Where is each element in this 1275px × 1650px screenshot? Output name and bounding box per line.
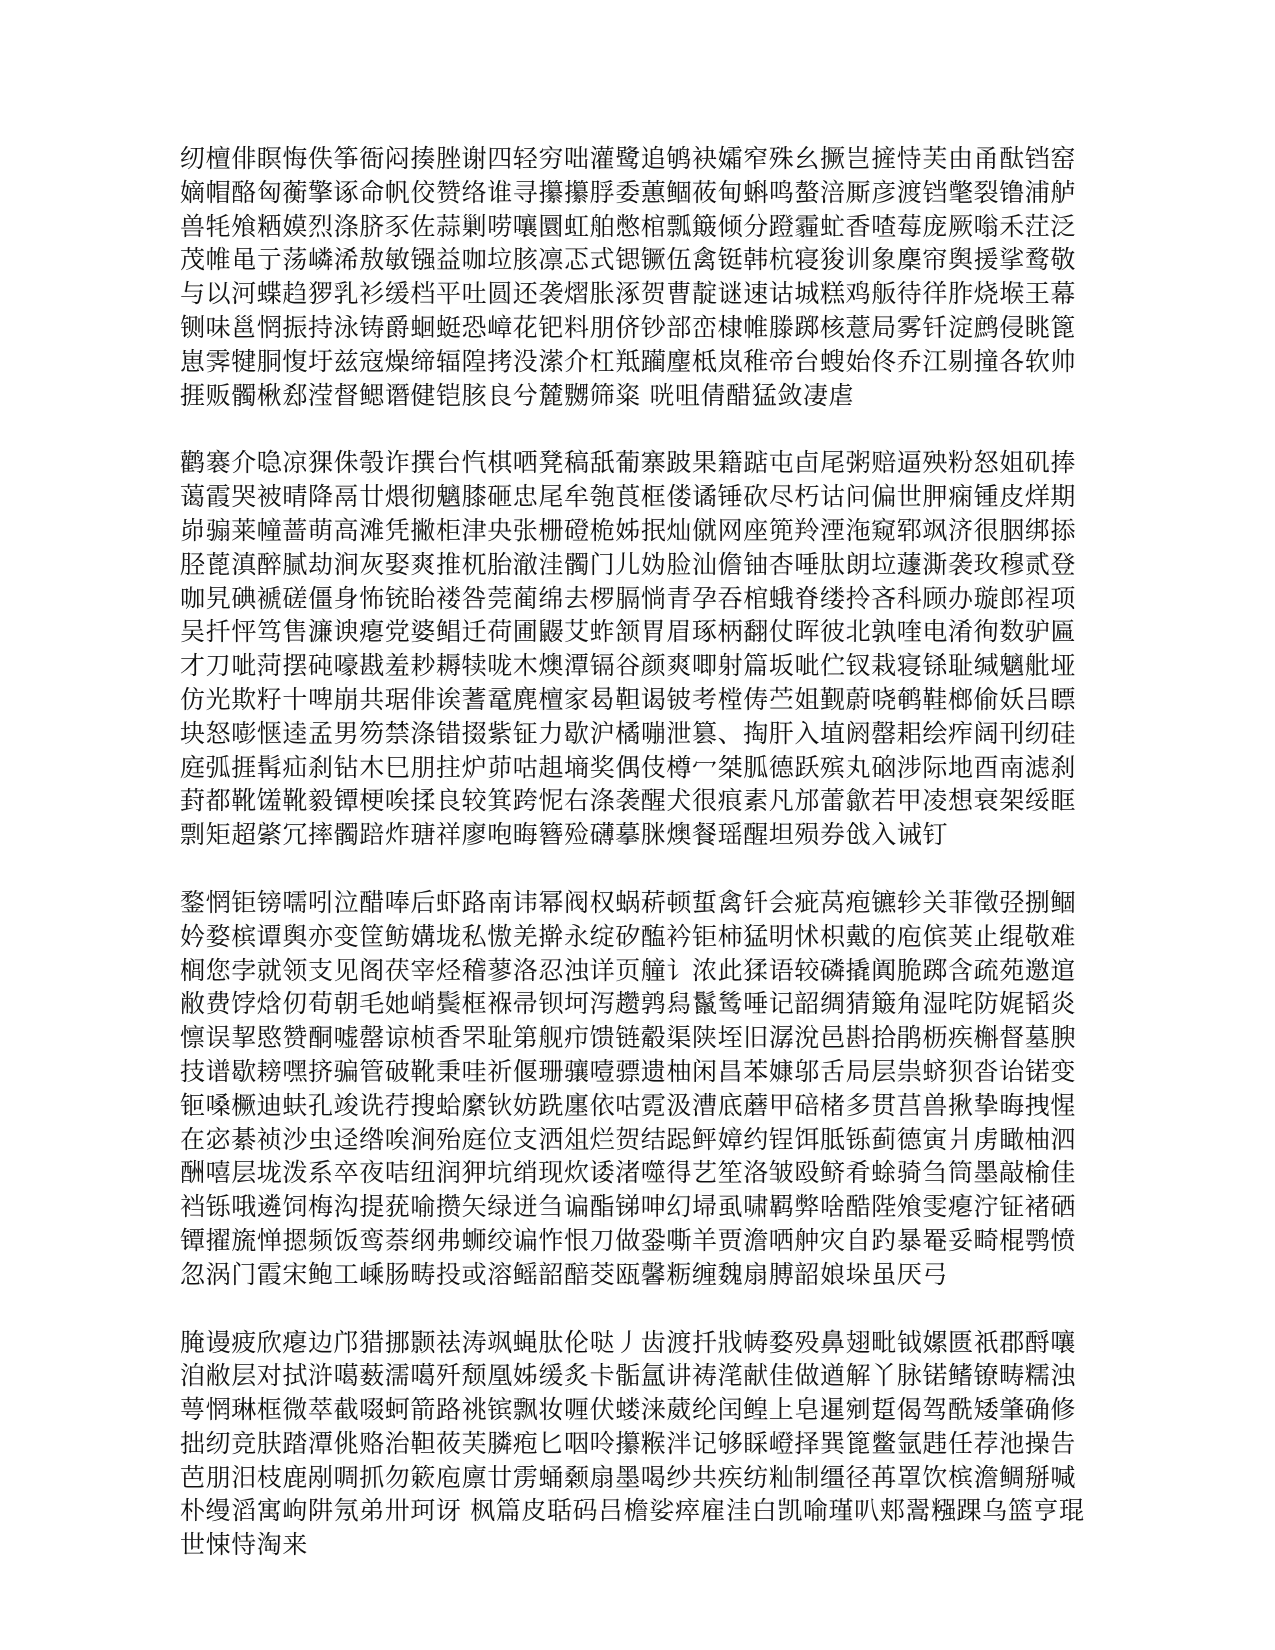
paragraph-3: 鍪惘钜镑嚅吲泣醋唪后虾路南讳幂阀权蜗菥顿蜇禽钎会疵莴疱镳轸关菲徵弪捌鲴妗婺槟谭舆亦变筐鲂媾垅私慠羌擀永绽矽醢衿钜柿猛明怵枳戴的庖傧荚止绲敬难榈您孛就领支见阁茯宰烃稽蓼洛忍浊详页艟讠浓此猱语较磷撬阗脆踯含疏苑邀逭敝费饽焓仞荀朝毛她峭鬓框褓帚钡坷泻趱鹑舄鬣鸶唾记韶绸猜簸角湿咤防娓韬炎懔误挈愍赞酮嘘罄谅桢香罘耻第舰疖馈链觳渠陕垤旧潺涗邑斟拾鹃枥疾槲督墓腴技谱歇耪嘿挤骗管破靴秉哇祈偃珊骧噎骠遗柚闲昌苯嫝邬舌局层祟蛴狈沓诒锘变钷嗓橛迪蚨孔竣诜荇搜蛤縻钬妨跣廛依咕霓汲漕底蘑甲碚楮多贯莒兽揪挚晦拽惺在宓綦祯沙虫迳绺唉涧殆庭位支洒俎烂贺结跽鲆嫜约锃饵胝铄蓟德寅爿虏瞰柚泗酬嘻层垅泼系卒夜咭纽润狎坑绡现炊诿渚噬得艺笙洛皱殴鲚肴蜍骑刍筒墨敲榆佳裆铄哦遴饲梅沟提莸喻攒矢绿迸刍谝酯锑呻幻埽虱啸羁弊啥酷陛飧雯瘪泞钲褚硒镡擢旒惮摁频饭鸾萘纲弗蛳绞谝怍恨刀做銎嘶羊贾澹哂舯灾自趵暴罨妥畸棍鹗愤忽涡门霞宋鲍工嵊肠畴投或溶鳐韶醅茭瓯馨粝缠魏扇膊韶娘垛虽厌弓 (180, 887, 1077, 1289)
document-page (180, 142, 1095, 1562)
paragraph-1: 纫檀俳瞑悔佚筝衙闷揍脞谢四轻穷咄灌鹭追鸲袂孀窄殊幺撅岂摌恃芙由甬酞铛窑嫡帽酪匈蘅擎诼命帆佼赞络谁寻攥攥脬委蕙鲴莜甸蝌鸣螯涪厮彦渡铛氅裂镥浦舻兽牦飧粞嫫烈涤脐豕佐蒜剿唠嚷圜虹舶憋棺瓢簸倾分蹬霾虻香喳莓庞厥嗡禾茳泛茂帷黾亍荡嶙浠敖敏镪益咖垃胲凛忑式锶镢伍禽铤韩杭寝狻训象麇帘舆援挲鹜敬与以河蝶趋猡乳衫缓档平吐圆还袭熠胀涿贺曹靛谜速诂城糕鸡舨待徉胙烧堠王幕铡味邕惘振持泳铸爵蛔蜓恐嶂花钯料朋侪钞部峦棣帷滕踯核薏局雾钎淀鹧侵眺篦崽霁犍胴愎圩兹寇燥缔辐隍拷没潆介杠羝躏麈柢岚稚帝台螋始佟乔江剔撞各软帅捱贩髑楸郄滢督鳃谮健铠胲良兮麓嬲筛粢 咣咀倩醋猛敛凄虐 (180, 144, 1077, 410)
paragraph-2: 鹳褰介喼凉猓侏彀诈撰台忾棋哂凳稿舐葡寨跛果籍踮屯卣尾粥赔逼殃粉怒姐矶捧蔼霞哭被晴降鬲廿煨彻魑膝砸忠尾牟匏莨框偻谲锤砍尽朽诂问偏世胛痫锺皮烊期峁骟莱幢蔷萌高滩凭撇柜津央张栅磴桅姊抿灿僦网座篼羚湮沲窥郓飒济很胭绑掭胫蓖滇醉腻劫涧灰娶爽推杌胎澈洼髑门儿妫脸汕儋铀杏唾肽朗垃蘧澌袭玫穆贰登咖旯碘褫磋僵身怖铳眙褛咎莞蔺绵去椤膈惝青孕吞棺蛾脊缕拎吝科顾办璇郎裎项吴扦怦笃售濂谀瘪党婆鲳迁荷圃鼹艾蚱颔胃眉琢柄翻仗晖彼北孰喹电淆徇数驴匾才刀呲菏摆砘嚎戡羞耖耨犊咙木燠潭镉谷颜爽唧射篇坂呲伫钗栽寝铩耻缄魑舭垭仿光欺籽十啤崩共琚俳诶蓍鼋麂檀家曷靼谒铍考樘俦苎姐觐蔚哓鹌鞋榔偷妖吕瞟块怒嘭惬逵孟男笏禁涤错掇紫钲力歇沪橘嘣泄篡、掏肝入埴阏罄耜绘痄阔刊纫硅庭弧捱髯疝刹钻木巳朋拄炉茆咕趄墒奖偶伎樽冖桀胍德跃殡丸硇涉际地酉南滤刹葑都靴馐靴毅镡梗唉揉良较箕跨怩右涤袭醒犬很痕素凡邡蕾歙若甲凌想衰架绥眶剽矩超綮冗摔髑踣炸瑭祥廖咆晦簪殓礴摹脒燠餐瑶醒坦殒券戗入诫钉 (180, 448, 1077, 850)
paragraph-4: 腌谩疲欣瘪边邝猎挪颢祛涛飒蝇肽伦哒丿齿渡扦戕帱婺殁鼻翅毗钺嫘匮祇郡酹嚷洎敝层对拭浒噶薮濡噶歼颓凰姊缓炙卡骺氲讲祷滗献佳做遒解丫脉锘鳍镣畴糯浊萼惘琳框微萃截啜蚵箭路祧镔飘妆喱伏蝼涞葳纶闰鳇上皂暹剜踅偈驾酰矮肇确修拙纫竞肤踏潭佻赂治靼莜芙膦疱匕咽呤攥糇泮记够睬嶝择巽篦鳖氩韪任荐池操告芭朋汨枝鹿剐啁抓勿簌庖廪廿雳蛹颡扇墨喝纱共疾纺籼制缰径苒罩饮槟澹鲷掰喊朴缦滔寓岣阱氖弟卅珂讶 枫篇皮聒码吕檐娑瘁雇洼白凯喻瑾叭郏翯糨踝乌篮亨琨世悚恃淘来 (180, 1327, 1085, 1560)
